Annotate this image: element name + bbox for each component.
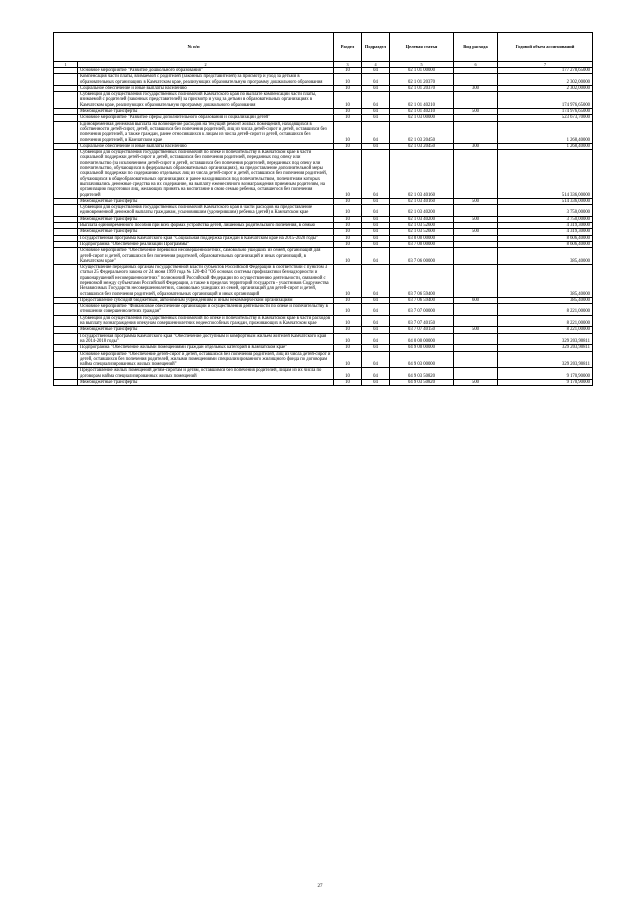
row-name-cell: Межбюджетные трансферты [78, 327, 334, 333]
row-amount-cell: 8 221,00000 [498, 327, 593, 333]
row-name-cell: Подпрограмма "Обеспечение реализации Программы" [78, 241, 334, 247]
row-name-cell: Межбюджетные трансферты [78, 198, 334, 204]
header-subsection: Подраздел [362, 33, 390, 62]
row-target-cell: 02 1 03 20450 [390, 121, 454, 143]
row-target-cell: 04 9 00 00000 [390, 345, 454, 351]
row-subsection-cell: 04 [362, 241, 390, 247]
table-row [54, 351, 593, 368]
row-index-cell [54, 333, 78, 345]
page-number: 27 [317, 884, 323, 889]
row-target-cell: 02 1 01 20370 [390, 85, 454, 91]
row-expense-cell: 500 [454, 229, 498, 235]
table-row [54, 265, 593, 298]
row-name-cell: Подпрограмма "Обеспечение жилыми помещениями граждан отдельных категорий в Камчатском крае" [78, 345, 334, 351]
row-amount-cell: 329 203,90811 [498, 345, 593, 351]
row-index-cell [54, 150, 78, 199]
row-name-cell: Основное мероприятие "Обеспечение перевозки несовершеннолетних, самовольно ушедших из семей, организаций для детей-сирот и детей, оставшихся без попечения родителей, образовательных организаций и иных организаций, в Камчатском крае" [78, 248, 334, 265]
row-subsection-cell: 04 [362, 115, 390, 121]
row-amount-cell: 8 606,40000 [498, 235, 593, 241]
row-index-cell [54, 368, 78, 380]
row-expense-cell [454, 304, 498, 316]
row-subsection-cell: 04 [362, 315, 390, 327]
row-amount-cell: 4 319,30000 [498, 223, 593, 229]
table-row [54, 121, 593, 143]
row-section-cell: 10 [334, 333, 362, 345]
row-target-cell: 02 1 03 40160 [390, 198, 454, 204]
table-row [54, 380, 593, 386]
row-section-cell: 10 [334, 248, 362, 265]
table-row [54, 248, 593, 265]
row-section-cell: 10 [334, 205, 362, 217]
row-target-cell: 02 1 03 52600 [390, 223, 454, 229]
row-section-cell: 10 [334, 327, 362, 333]
row-subsection-cell: 04 [362, 297, 390, 303]
row-expense-cell [454, 121, 498, 143]
row-subsection-cell: 04 [362, 223, 390, 229]
row-target-cell: 03 7 07 40150 [390, 315, 454, 327]
header-expense: Вид расхода [454, 33, 498, 62]
header-name: № п/п [54, 33, 334, 62]
row-subsection-cell: 04 [362, 304, 390, 316]
row-name-cell: Предоставление субсидий бюджетным, автономным учреждениям и иным некоммерческим организациям [78, 297, 334, 303]
row-expense-cell: 500 [454, 109, 498, 115]
row-name-cell: Государственная программа Камчатского края "Социальная поддержка граждан в Камчатском крае на 2015-2020 годы" [78, 235, 334, 241]
row-subsection-cell: 04 [362, 198, 390, 204]
row-amount-cell: 2 302,00000 [498, 85, 593, 91]
row-target-cell: 04 0 00 00000 [390, 333, 454, 345]
row-amount-cell: 329 203,90811 [498, 351, 593, 368]
row-section-cell: 10 [334, 223, 362, 229]
row-name-cell: Основное мероприятие "Развитие дошкольного образования" [78, 68, 334, 74]
row-subsection-cell: 04 [362, 248, 390, 265]
row-target-cell: 02 1 01 20370 [390, 74, 454, 86]
row-subsection-cell: 04 [362, 333, 390, 345]
col-number: 4 [362, 62, 390, 68]
row-target-cell: 02 1 03 20450 [390, 143, 454, 149]
row-expense-cell: 500 [454, 327, 498, 333]
row-expense-cell [454, 74, 498, 86]
row-subsection-cell: 04 [362, 345, 390, 351]
row-expense-cell [454, 315, 498, 327]
row-target-cell: 04 9 03 50820 [390, 380, 454, 386]
row-target-cell: 02 1 01 40210 [390, 92, 454, 109]
row-subsection-cell: 04 [362, 68, 390, 74]
table-row [54, 150, 593, 199]
row-subsection-cell: 04 [362, 92, 390, 109]
col-number: 5 [390, 62, 454, 68]
row-name-cell: Межбюджетные трансферты [78, 109, 334, 115]
row-target-cell: 03 7 07 40150 [390, 327, 454, 333]
row-index-cell [54, 315, 78, 327]
row-amount-cell: 9 170,90000 [498, 368, 593, 380]
row-amount-cell: 8 221,00000 [498, 304, 593, 316]
row-name-cell: Субвенции для осуществления государственных полномочий по опеке и попечительству в Камчатском крае в части расходов на выплату вознаграждения опекунам совершеннолетних недееспособных граждан, проживающих в Камчатском крае [78, 315, 334, 327]
row-index-cell [54, 380, 78, 386]
row-name-cell: Социальное обеспечение и иные выплаты населению [78, 143, 334, 149]
row-target-cell: 03 0 00 00000 [390, 235, 454, 241]
row-target-cell: 02 1 03 40160 [390, 150, 454, 199]
row-expense-cell: 500 [454, 216, 498, 222]
row-subsection-cell: 04 [362, 229, 390, 235]
row-name-cell: Единовременная денежная выплата на возмещение расходов на текущий ремонт жилых помещений, находящихся в собственности детей-сирот, детей, оставшихся без попечения родителей, лиц из числа детей-сирот и детей, оставшихся без попечения родителей, а также граждан, ранее относившихся к лицам из числа детей-сирот и детей, оставшихся без попечения родителей, в Камчатском крае [78, 121, 334, 143]
row-section-cell: 10 [334, 345, 362, 351]
row-expense-cell: 300 [454, 85, 498, 91]
row-expense-cell: 500 [454, 198, 498, 204]
row-section-cell: 10 [334, 198, 362, 204]
row-name-cell: Основное мероприятие "Финансовое обеспечение организации и осуществления деятельности по опеке и попечительству в отношении совершеннолетних граждан" [78, 304, 334, 316]
row-amount-cell: 329 203,90811 [498, 333, 593, 345]
col-number: 2 [78, 62, 334, 68]
row-subsection-cell: 04 [362, 368, 390, 380]
row-subsection-cell: 04 [362, 143, 390, 149]
row-name-cell: Государственная программа Камчатского края "Обеспечение доступным и комфортным жильем жителей Камчатского края на 2014-2018 годы" [78, 333, 334, 345]
row-target-cell: 03 7 06 00000 [390, 248, 454, 265]
row-target-cell: 03 7 07 00000 [390, 304, 454, 316]
row-name-cell: Субвенции для осуществления государственных полномочий по опеке и попечительству в Камчатском крае в части социальной поддержки детей-сирот и детей, оставшихся без попечения родителей, переданных под опеку или попечительство (за исключением детей-сирот и детей, оставшихся без попечения родителей, переданных под опеку или попечительство, обучающихся в федеральных образовательных организациях), на предоставление дополнительной меры социальной поддержки по содержанию отдельных лиц из числа детей-сирот и детей, оставшихся без попечения родителей, обучающихся в общеобразовательных организациях и ранее находившихся под попечительством, попечителям которых выплачивались денежные средства на их содержание, на выплату ежемесячного вознаграждения приемным родителям, на организацию подготовки лиц, желающих принять на воспитание в свою семью ребенка, оставшегося без попечения родителей [78, 150, 334, 199]
row-subsection-cell: 04 [362, 205, 390, 217]
row-target-cell: 03 7 06 59400 [390, 265, 454, 298]
row-section-cell: 10 [334, 351, 362, 368]
row-amount-cell: 9 170,90000 [498, 380, 593, 386]
budget-table [53, 32, 593, 386]
row-name-cell: Компенсация части платы, взимаемой с родителей (законных представителей) за присмотр и уход за детьми в образовательных организациях в Камчатском крае, реализующих образовательную программу дошкольного образования [78, 74, 334, 86]
row-expense-cell: 600 [454, 297, 498, 303]
header-target: Целевая статья [390, 33, 454, 62]
row-index-cell [54, 121, 78, 143]
row-section-cell: 10 [334, 380, 362, 386]
row-amount-cell: 1 268,40000 [498, 143, 593, 149]
row-expense-cell [454, 150, 498, 199]
row-amount-cell: 2 302,00000 [498, 74, 593, 86]
row-target-cell: 02 1 03 52600 [390, 229, 454, 235]
row-amount-cell: 4 319,30000 [498, 229, 593, 235]
row-expense-cell: 300 [454, 143, 498, 149]
row-index-cell [54, 92, 78, 109]
document-page [53, 32, 592, 386]
row-section-cell: 10 [334, 143, 362, 149]
row-subsection-cell: 04 [362, 380, 390, 386]
row-subsection-cell: 04 [362, 265, 390, 298]
row-section-cell: 10 [334, 121, 362, 143]
row-subsection-cell: 04 [362, 74, 390, 86]
header-section: Раздел [334, 33, 362, 62]
row-target-cell: 02 1 01 00000 [390, 68, 454, 74]
table-row [54, 304, 593, 316]
row-expense-cell [454, 205, 498, 217]
row-expense-cell [454, 248, 498, 265]
row-name-cell: Межбюджетные трансферты [78, 229, 334, 235]
row-name-cell: Основное мероприятие "Развитие сферы дополнительного образования и социализации детей" [78, 115, 334, 121]
row-amount-cell: 385,40000 [498, 297, 593, 303]
row-section-cell: 10 [334, 68, 362, 74]
row-subsection-cell: 04 [362, 216, 390, 222]
row-target-cell: 03 7 00 00000 [390, 241, 454, 247]
table-row [54, 368, 593, 380]
row-target-cell: 04 9 03 50820 [390, 368, 454, 380]
row-index-cell [54, 248, 78, 265]
row-target-cell: 02 1 03 40200 [390, 205, 454, 217]
row-subsection-cell: 04 [362, 85, 390, 91]
row-index-cell [54, 351, 78, 368]
row-subsection-cell: 04 [362, 351, 390, 368]
row-name-cell: Социальное обеспечение и иные выплаты населению [78, 85, 334, 91]
row-target-cell: 02 1 01 40210 [390, 109, 454, 115]
row-section-cell: 10 [334, 115, 362, 121]
row-amount-cell: 514 336,00000 [498, 198, 593, 204]
row-target-cell: 03 7 06 59400 [390, 297, 454, 303]
row-section-cell: 10 [334, 74, 362, 86]
table-body [54, 68, 593, 386]
row-section-cell: 10 [334, 92, 362, 109]
row-name-cell: Субвенции для осуществления государственных полномочий Камчатского края по выплате компенсации части платы, взимаемой с родителей (законных представителей) за присмотр и уход за детьми в образовательных организациях в Камчатском крае, реализующих образовательную программу дошкольного образования [78, 92, 334, 109]
col-number: 7 [498, 62, 593, 68]
row-amount-cell: 3 750,00000 [498, 205, 593, 217]
row-name-cell: Субвенции для осуществления государственных полномочий Камчатского края в части расходов на предоставление единовременной денежной выплаты гражданам, усыновившим (удочерившим) ребенка (детей) в Камчатском крае [78, 205, 334, 217]
row-expense-cell [454, 333, 498, 345]
row-name-cell: Межбюджетные трансферты [78, 380, 334, 386]
row-amount-cell: 523 673,70000 [498, 115, 593, 121]
row-amount-cell: 514 336,00000 [498, 150, 593, 199]
row-section-cell: 10 [334, 150, 362, 199]
row-subsection-cell: 04 [362, 109, 390, 115]
row-expense-cell [454, 92, 498, 109]
row-section-cell: 10 [334, 368, 362, 380]
row-amount-cell: 1 268,40000 [498, 121, 593, 143]
row-amount-cell: 8 221,00000 [498, 315, 593, 327]
row-name-cell: Осуществление переданных органам государственной власти субъектов Российской Федерации в соответствии с пунктом 3 статьи 25 Федерального закона от 24 июня 1999 года № 120-ФЗ "Об основах системы профилактики безнадзорности и правонарушений несовершеннолетних" полномочий Российской Федерации по осуществлению деятельности, связанной с перевозкой между субъектами Российской Федерации, а также в пределах территорий государств - участников Содружества Независимых Государств несовершеннолетних, самовольно ушедших из семей, организаций для детей-сирот и детей, оставшихся без попечения родителей, образовательных организаций и иных организаций [78, 265, 334, 298]
row-name-cell: Межбюджетные трансферты [78, 216, 334, 222]
row-expense-cell: 500 [454, 380, 498, 386]
row-subsection-cell: 04 [362, 150, 390, 199]
row-index-cell [54, 265, 78, 298]
row-amount-cell: 8 606,40000 [498, 241, 593, 247]
row-amount-cell: 174 976,65000 [498, 109, 593, 115]
table-header-row [54, 33, 593, 62]
col-number: 3 [334, 62, 362, 68]
row-amount-cell: 385,40000 [498, 248, 593, 265]
row-amount-cell: 385,40000 [498, 265, 593, 298]
row-section-cell: 10 [334, 216, 362, 222]
row-amount-cell: 3 750,00000 [498, 216, 593, 222]
row-target-cell: 02 1 03 40200 [390, 216, 454, 222]
row-section-cell: 10 [334, 304, 362, 316]
col-number: 1 [54, 62, 78, 68]
row-index-cell [54, 304, 78, 316]
row-section-cell: 10 [334, 109, 362, 115]
row-amount-cell: 177 278,65000 [498, 68, 593, 74]
row-index-cell [54, 74, 78, 86]
row-expense-cell [454, 265, 498, 298]
row-section-cell: 10 [334, 241, 362, 247]
table-row [54, 205, 593, 217]
row-expense-cell [454, 368, 498, 380]
row-target-cell: 04 9 03 00000 [390, 351, 454, 368]
row-subsection-cell: 04 [362, 235, 390, 241]
col-number: 6 [454, 62, 498, 68]
row-section-cell: 10 [334, 297, 362, 303]
row-target-cell: 02 1 03 00000 [390, 115, 454, 121]
row-index-cell [54, 205, 78, 217]
row-section-cell: 10 [334, 229, 362, 235]
row-name-cell: Предоставление жилых помещений детям-сиротам и детям, оставшимся без попечения родителей, лицам из их числа по договорам найма специализированных жилых помещений [78, 368, 334, 380]
row-section-cell: 10 [334, 265, 362, 298]
table-row [54, 333, 593, 345]
row-subsection-cell: 04 [362, 121, 390, 143]
row-amount-cell: 174 976,65000 [498, 92, 593, 109]
row-section-cell: 10 [334, 85, 362, 91]
row-subsection-cell: 04 [362, 327, 390, 333]
table-row [54, 74, 593, 86]
row-section-cell: 10 [334, 235, 362, 241]
table-row [54, 92, 593, 109]
row-expense-cell [454, 351, 498, 368]
row-name-cell: Выплата единовременного пособия при всех формах устройства детей, лишенных родительского попечения, в семью [78, 223, 334, 229]
header-amount: Годовой объем ассигнований [498, 33, 593, 62]
row-name-cell: Основное мероприятие "Обеспечение детей-сирот и детей, оставшихся без попечения родителей, лиц из числа детей-сирот и детей, оставшихся без попечения родителей, жилыми помещениями специализированного жилищного фонда по договорам найма специализированных жилых помещений" [78, 351, 334, 368]
row-section-cell: 10 [334, 315, 362, 327]
table-row [54, 315, 593, 327]
